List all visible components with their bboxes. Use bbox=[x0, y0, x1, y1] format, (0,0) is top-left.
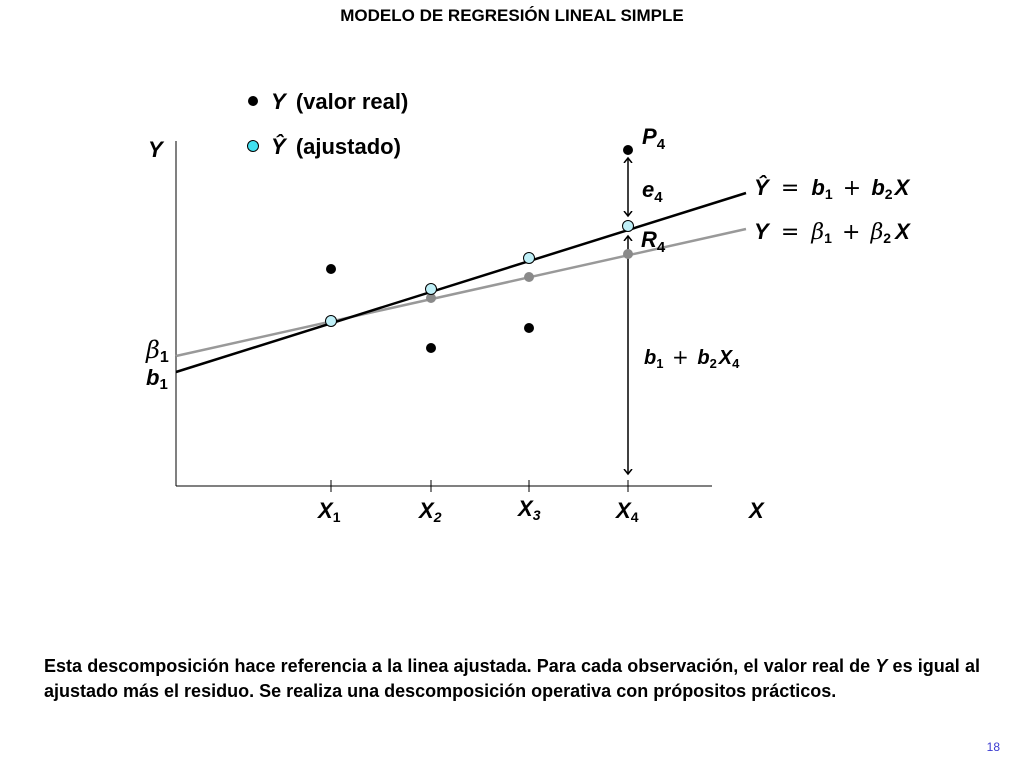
real-point-x2 bbox=[426, 343, 436, 353]
component-equation: $b_1$ + $b_2$ $X_4$ bbox=[644, 345, 740, 371]
x-tick-label-1: X1 bbox=[318, 498, 341, 525]
true-point-x3 bbox=[524, 272, 534, 282]
legend-fitted-marker bbox=[248, 141, 259, 152]
p4-label: $P_4$ bbox=[642, 124, 666, 153]
legend-real-label: Y (valor real) bbox=[271, 89, 409, 114]
x-tick-label-3: X3 bbox=[518, 496, 541, 523]
slide-number: 18 bbox=[986, 740, 1000, 754]
legend-fitted-label: Ŷ (ajustado) bbox=[271, 134, 401, 159]
r4-label: $R_4$ bbox=[641, 227, 666, 256]
real-point-x4 bbox=[623, 145, 633, 155]
true-equation: Y = β1 + β2 X bbox=[754, 219, 910, 246]
fitted-point-x1 bbox=[326, 316, 337, 327]
real-point-x1 bbox=[326, 264, 336, 274]
legend-real-marker bbox=[248, 96, 258, 106]
b1-intercept-label: b1 bbox=[146, 365, 168, 393]
caption-text-1: Esta descomposición hace referencia a la linea ajustada. Para cada observación, el valor real de bbox=[44, 656, 876, 676]
e4-label: $e_4$ bbox=[642, 177, 663, 206]
fitted-point-x3 bbox=[524, 253, 535, 264]
beta1-intercept-label: β1 bbox=[146, 336, 169, 366]
real-point-x3 bbox=[524, 323, 534, 333]
fitted-point-x4 bbox=[623, 221, 634, 232]
x-tick-label-4: X4 bbox=[616, 498, 639, 525]
fitted-regression-line bbox=[176, 193, 746, 372]
x-tick-label-2: X2 bbox=[419, 498, 442, 525]
fitted-point-x2 bbox=[426, 284, 437, 295]
caption-variable: Y bbox=[875, 656, 888, 676]
slide-title: MODELO DE REGRESIÓN LINEAL SIMPLE bbox=[340, 6, 684, 25]
explanation-caption bbox=[44, 654, 980, 704]
caption-text-2: es igual al ajustado más el residuo. Se realiza una descomposición operativa con própositos prácticos. bbox=[44, 656, 980, 701]
fitted-equation: Ŷ = b1 + b2X bbox=[754, 175, 910, 202]
x-axis-label: X bbox=[749, 498, 764, 523]
true-point-x4 bbox=[623, 249, 633, 259]
y-axis-label: Y bbox=[148, 137, 163, 162]
